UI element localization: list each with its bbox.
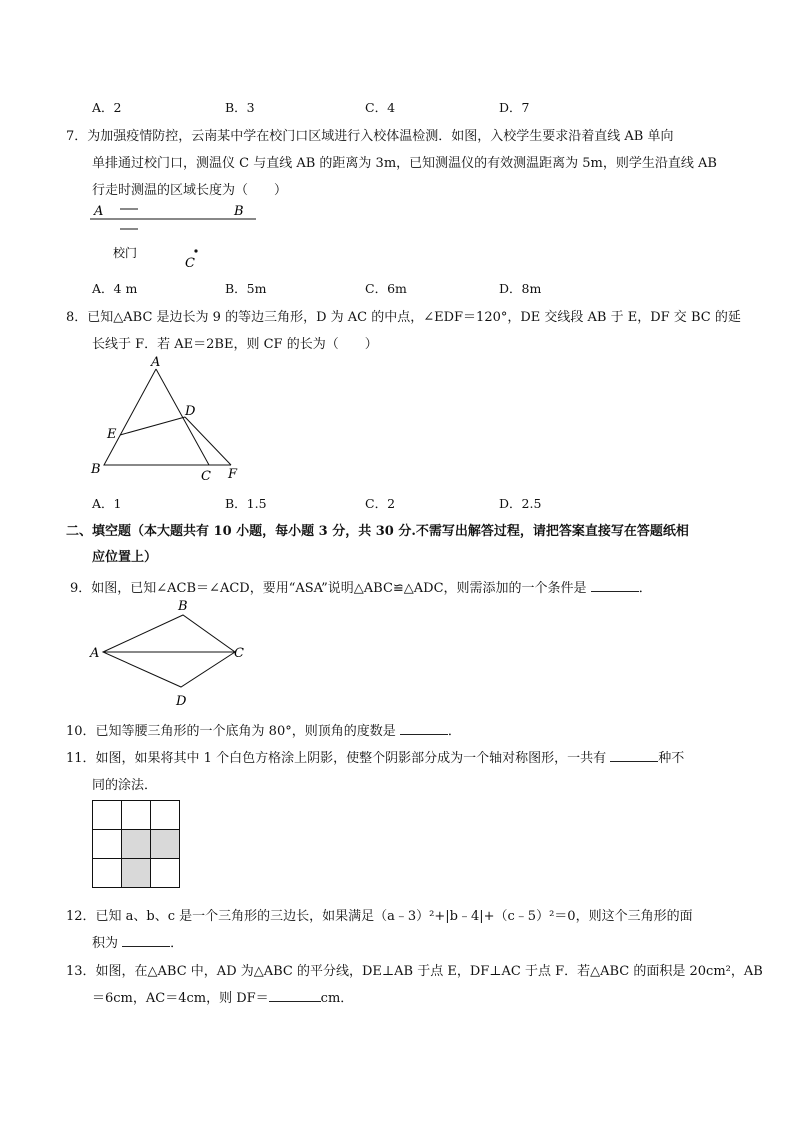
question-10 [66,720,461,739]
grid-cell-r2c1[interactable] [93,830,122,859]
q8-option-b: B．1.5 [225,496,267,511]
grid-cell-r2c3[interactable] [151,830,180,859]
q9-line [70,577,652,596]
q7-line-1: 7．为加强疫情防控，云南某中学在校门口区域进行入校体温检测．如图，入校学生要求沿着直线 AB 单向 [66,129,674,144]
q6-option-c: C．4 [365,100,396,115]
q7-line-3: 行走时测温的区域长度为（ ） [92,183,288,198]
q7-figure [88,200,268,275]
q7-option-b: B．5m [225,281,267,296]
grid-cell-r3c1[interactable] [93,859,122,888]
q6-option-a: A．2 [92,100,122,115]
q8-label-d: D [185,404,196,419]
grid-cell-r1c2[interactable] [122,801,151,830]
section-2-line-1: 二、填空题（本大题共有 10 小题，每小题 3 分，共 30 分.不需写出解答过程，请把答案直接写在答题纸相 [66,524,689,539]
q7-label-b: B [234,204,244,219]
q12-answer-blank[interactable] [122,934,170,947]
q8-option-c: C．2 [365,496,396,511]
q8-label-f: F [228,467,238,482]
q8-segment-ed [120,417,185,435]
q7-option-a: A．4 m [92,281,138,296]
q7-option-c: C．6m [365,281,407,296]
q8-line-2: 长线于 F．若 AE＝2BE，则 CF 的长为（ ） [92,337,378,352]
q8-segment-ab-bf [104,369,231,465]
q6-option-b: B．3 [225,100,255,115]
q9-text-end: ． [638,581,652,596]
q12-line-2 [92,932,183,951]
q13-line-2 [92,987,353,1006]
q9-label-a: A [90,646,100,661]
q13-answer-blank[interactable] [269,989,321,1002]
q8-segment-ac [156,369,209,465]
grid-cell-r2c2[interactable] [122,830,151,859]
q7-label-gate: 校门 [113,246,138,260]
q11-line-1 [66,747,684,766]
q8-label-e: E [107,427,117,442]
q9-figure [88,596,258,712]
q11-line-2: 同的涂法． [92,778,158,793]
q11-text: 11．如图，如果将其中 1 个白色方格涂上阴影，使整个阴影部分成为一个轴对称图形，一共有 [66,751,611,766]
q12-text-end: ． [170,936,184,951]
q8-option-d: D．2.5 [499,496,542,511]
q10-answer-blank[interactable] [400,722,448,735]
grid-cell-r1c1[interactable] [93,801,122,830]
q13-line-1: 13．如图，在△ABC 中，AD 为△ABC 的平分线，DE⊥AB 于点 E，DF⊥AC 于点 F．若△ABC 的面积是 20cm²，AB [66,964,763,979]
q8-label-c: C [201,469,211,484]
q7-option-d: D．8m [499,281,542,296]
q8-option-a: A．1 [92,496,122,511]
q11-answer-blank[interactable] [610,749,658,762]
q12-text: 积为 [92,936,123,951]
q7-line-2: 单排通过校门口，测温仪 C 与直线 AB 的距离为 3m，已知测温仪的有效测温距离为 5m，则学生沿直线 AB [92,156,717,171]
q11-grid [92,800,180,888]
q9-answer-blank[interactable] [591,579,639,592]
q8-label-a: A [151,355,161,370]
grid-cell-r3c2[interactable] [122,859,151,888]
q9-label-d: D [176,694,187,709]
q8-line-1: 8．已知△ABC 是边长为 9 的等边三角形，D 为 AC 的中点，∠EDF＝120°，DE 交线段 AB 于 E，DF 交 BC 的延 [66,310,741,325]
q10-text: 10．已知等腰三角形的一个底角为 80°，则顶角的度数是 [66,724,400,739]
section-2-line-2: 应位置上） [92,550,158,565]
q9-text: 9．如图，已知∠ACB＝∠ACD，要用“ASA”说明△ABC≌△ADC，则需添加的一个条件是 [70,581,591,596]
q13-text: ＝6cm，AC＝4cm，则 DF＝ [92,991,269,1006]
q8-label-b: B [91,462,101,477]
q6-option-d: D．7 [499,100,530,115]
grid-cell-r3c3[interactable] [151,859,180,888]
grid-cell-r1c3[interactable] [151,801,180,830]
q9-label-c: C [234,646,244,661]
q8-figure [86,355,246,485]
q7-label-a: A [94,204,104,219]
q7-point-c [194,249,197,252]
q10-text-end: ． [447,724,461,739]
q9-label-b: B [178,599,188,614]
q11-text-end: 种不 [658,751,685,766]
q13-text-end: cm． [320,991,354,1006]
q8-segment-df [185,417,231,465]
q12-line-1: 12．已知 a、b、c 是一个三角形的三边长，如果满足（a﹣3）²+|b﹣4|+（c﹣5）²＝0，则这个三角形的面 [66,909,693,924]
q9-quadrilateral-abcd [103,615,235,687]
q7-label-c: C [185,256,195,271]
